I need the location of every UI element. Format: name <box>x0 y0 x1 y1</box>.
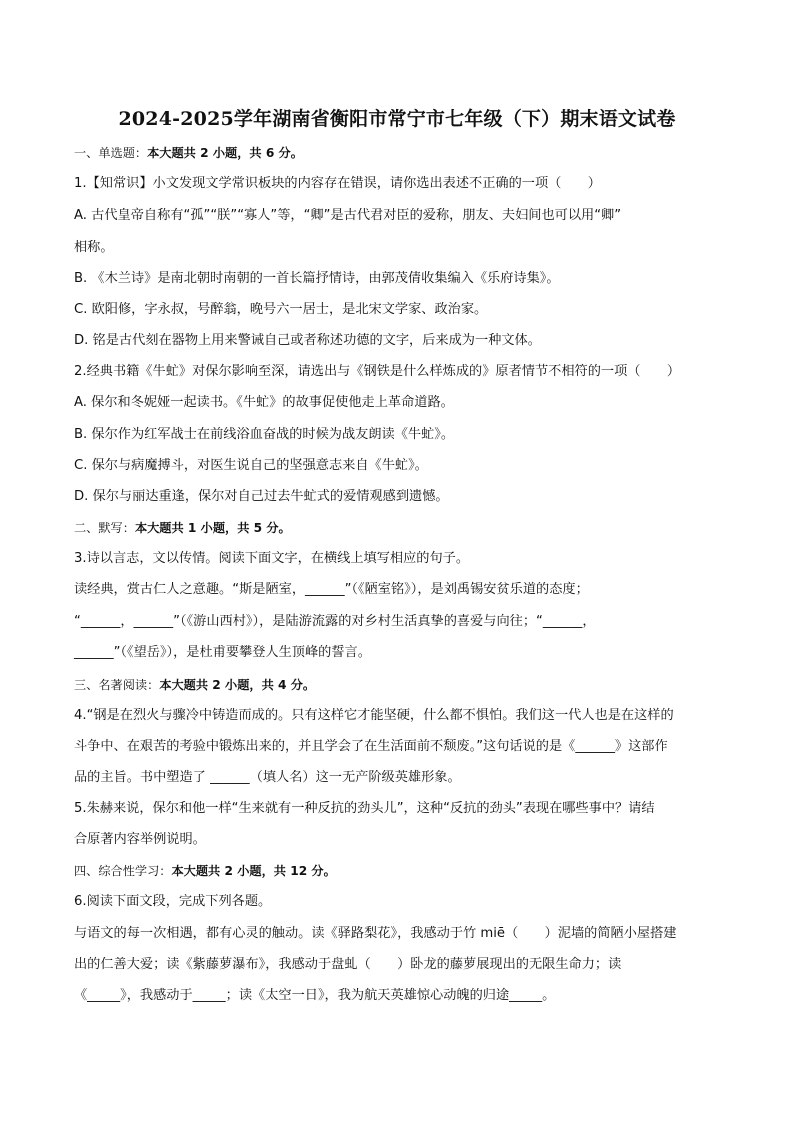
question-1: 1.【知常识】小文发现文学常识板块的内容存在错误，请你选出表述不正确的一项（ ） <box>74 176 601 191</box>
option-c: C. 欧阳修，字永叔，号醉翁，晚号六一居士，是北宋文学家、政治家。 <box>74 302 488 317</box>
option-a: A. 保尔和冬妮娅一起读书。《牛虻》的故事促使他走上革命道路。 <box>74 395 454 410</box>
question-6-text-line-2: 出的仁善大爱；读《紫藤萝瀑布》，我感动于盘虬（ ）卧龙的藤萝展现出的无限生命力；读 <box>74 957 622 972</box>
question-4-line-3: 品的主旨。书中塑造了 ______（填人名）这一无产阶级英雄形象。 <box>74 770 461 785</box>
option-a-line-1: A. 古代皇帝自称有“孤”“朕”“寡人”等，“卿”是古代君对臣的爱称，朋友、夫妇间也可以用“卿” <box>74 208 622 223</box>
question-6: 6.阅读下面文段，完成下列各题。 <box>74 894 272 909</box>
section-label: 二、默写： <box>74 521 135 535</box>
section-info: 本大题共 2 小题，共 12 分。 <box>171 864 336 878</box>
section-heading-4 <box>74 862 336 880</box>
question-5-line-1: 5.朱赫来说，保尔和他一样“生来就有一种反抗的劲头儿”，这种“反抗的劲头”表现在哪些事中？请结 <box>74 801 655 816</box>
question-4-line-2: 斗争中、在艰苦的考验中锻炼出来的，并且学会了在生活面前不颓废。”这句话说的是《______》这部作 <box>74 739 668 754</box>
question-6-text-line-1: 与语文的每一次相遇，都有心灵的触动。读《驿路梨花》，我感动于竹 miē（ ）泥墙的简陋小屋搭建 <box>74 926 677 941</box>
option-b: B. 《木兰诗》是南北朝时南朝的一首长篇抒情诗，由郭茂倩收集编入《乐府诗集》。 <box>74 271 560 286</box>
option-d: D. 铭是古代刻在器物上用来警诫自己或者称述功德的文字，后来成为一种文体。 <box>74 333 541 348</box>
question-4-line-1: 4.“钢是在烈火与骤冷中铸造而成的。只有这样它才能坚硬，什么都不惧怕。我们这一代人也是在这样的 <box>74 708 674 723</box>
question-3-text-line-3: ______”（《望岳》），是杜甫要攀登人生顶峰的誓言。 <box>74 645 371 660</box>
question-2: 2.经典书籍《牛虻》对保尔影响至深，请选出与《钢铁是什么样炼成的》原者情节不相符的一项（ ） <box>74 364 681 379</box>
page-title: 2024-2025学年湖南省衡阳市常宁市七年级（下）期末语文试卷 <box>118 108 676 130</box>
question-3-text-line-2: “______，______”（《游山西村》），是陆游流露的对乡村生活真挚的喜爱与向往；“______， <box>74 614 596 629</box>
section-heading-2 <box>74 519 291 537</box>
question-3: 3.诗以言志，文以传情。阅读下面文字，在横线上填写相应的句子。 <box>74 551 470 566</box>
option-d: D. 保尔与丽达重逢，保尔对自己过去牛虻式的爱情观感到遗憾。 <box>74 489 449 504</box>
option-c: C. 保尔与病魔搏斗，对医生说自己的坚强意志来自《牛虻》。 <box>74 458 428 473</box>
question-5-line-2: 合原著内容举例说明。 <box>74 832 206 847</box>
option-a-line-2: 相称。 <box>74 240 114 255</box>
section-label: 四、综合性学习： <box>74 864 172 878</box>
section-info: 本大题共 2 小题，共 6 分。 <box>147 146 303 160</box>
section-label: 三、名著阅读： <box>74 678 160 692</box>
section-label: 一、单选题： <box>74 146 148 160</box>
section-info: 本大题共 2 小题，共 4 分。 <box>159 678 316 692</box>
section-heading-1 <box>74 144 303 162</box>
question-6-text-line-3: 《_____》，我感动于_____；读《太空一日》，我为航天英雄惊心动魄的归途_____。 <box>74 988 556 1003</box>
section-info: 本大题共 1 小题，共 5 分。 <box>134 521 291 535</box>
section-heading-3 <box>74 676 315 694</box>
option-b: B. 保尔作为红军战士在前线浴血奋战的时候为战友朗读《牛虻》。 <box>74 427 455 442</box>
question-3-text-line-1: 读经典，赏古仁人之意趣。“斯是陋室，______”（《陋室铭》），是刘禹锡安贫乐道的态度； <box>74 582 589 597</box>
